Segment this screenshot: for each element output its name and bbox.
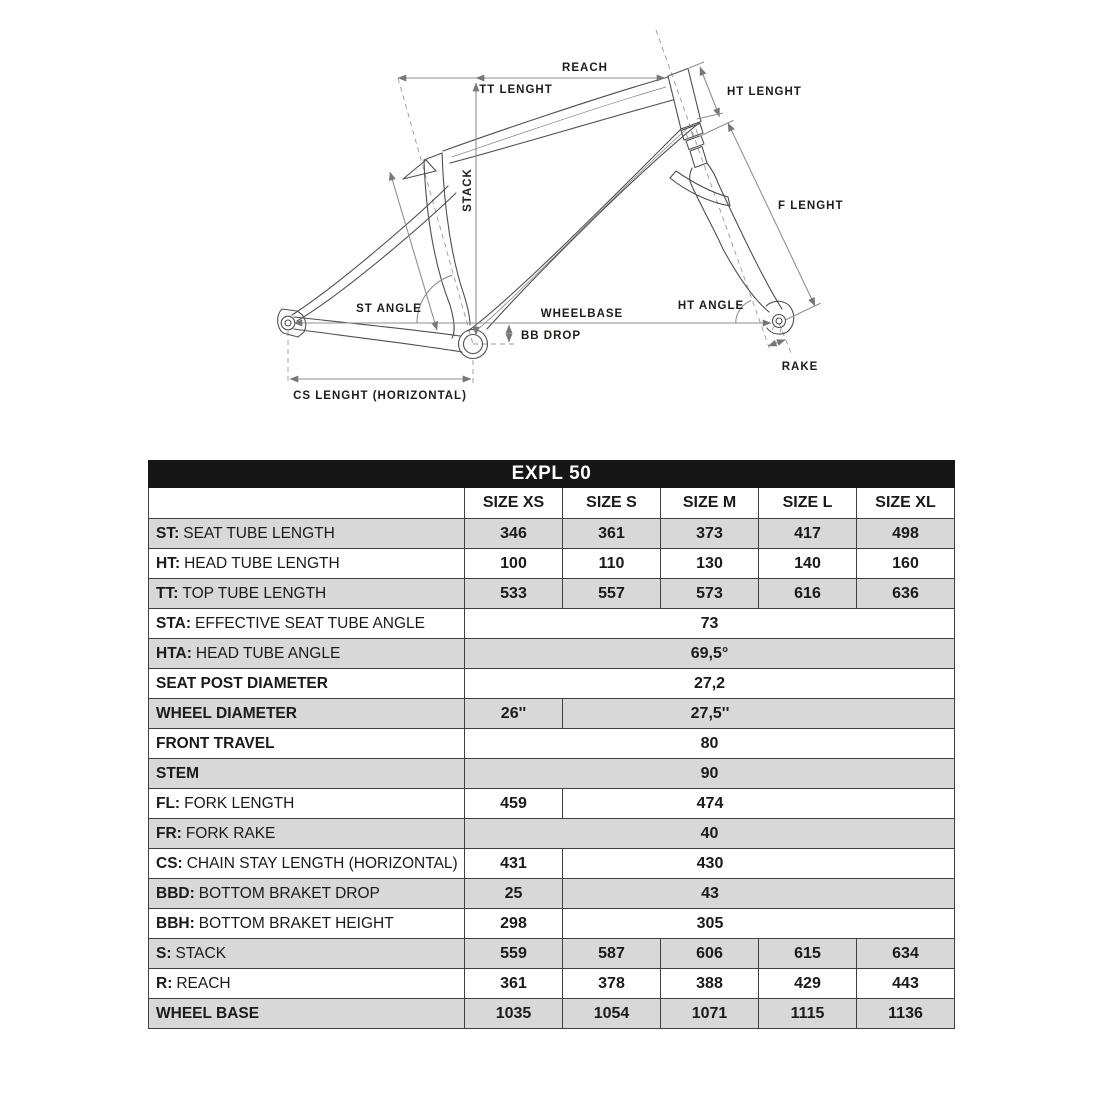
frame-outline	[278, 69, 794, 359]
table-row-bbh	[149, 909, 955, 939]
row-label: TOP TUBE LENGTH	[182, 584, 327, 602]
value-cell: 373	[661, 519, 759, 549]
value-cell: 100	[465, 549, 563, 579]
row-label: FRONT TRAVEL	[156, 734, 275, 752]
value-cell: 346	[465, 519, 563, 549]
value-cell: 140	[759, 549, 857, 579]
row-label: CHAIN STAY LENGTH (HORIZONTAL)	[186, 854, 458, 872]
row-prefix: R:	[156, 974, 173, 992]
table-row-stem	[149, 759, 955, 789]
value-cell: 417	[759, 519, 857, 549]
merged-value-cell: 73	[465, 609, 955, 639]
row-label: FORK RAKE	[185, 824, 276, 842]
table-row-seatpost	[149, 669, 955, 699]
value-cell: 1054	[563, 999, 661, 1029]
row-prefix: ST:	[156, 524, 180, 542]
row-label: STEM	[156, 764, 200, 782]
table-row-cs	[149, 849, 955, 879]
merged-value-cell: 430	[563, 849, 955, 879]
row-prefix: BBD:	[156, 884, 195, 902]
merged-value-cell: 27,2	[465, 669, 955, 699]
label-rake: RAKE	[781, 361, 819, 373]
row-prefix: STA:	[156, 614, 192, 632]
table-row-ht	[149, 549, 955, 579]
value-cell: 1115	[759, 999, 857, 1029]
table-row-fr	[149, 819, 955, 849]
row-prefix: TT:	[156, 584, 179, 602]
row-prefix: BBH:	[156, 914, 195, 932]
bike-geometry-diagram	[0, 0, 1100, 450]
row-prefix: FR:	[156, 824, 182, 842]
value-cell: 573	[661, 579, 759, 609]
table-row-bbd	[149, 879, 955, 909]
value-cell: 498	[857, 519, 955, 549]
value-cell: 25	[465, 879, 563, 909]
table-row-sta	[149, 609, 955, 639]
merged-value-cell: 474	[563, 789, 955, 819]
row-label: WHEEL BASE	[156, 1004, 260, 1022]
table-row-reach	[149, 969, 955, 999]
merged-value-cell: 69,5°	[465, 639, 955, 669]
value-cell: 587	[563, 939, 661, 969]
value-cell: 431	[465, 849, 563, 879]
merged-value-cell: 305	[563, 909, 955, 939]
label-stack: STACK	[462, 168, 474, 212]
value-cell: 533	[465, 579, 563, 609]
row-label: SEAT TUBE LENGTH	[183, 524, 335, 542]
size-xs-header: SIZE XS	[465, 488, 563, 519]
value-cell: 443	[857, 969, 955, 999]
geometry-table	[148, 460, 954, 1029]
table-row-tt	[149, 579, 955, 609]
value-cell: 1071	[661, 999, 759, 1029]
size-header-row	[149, 488, 955, 519]
value-cell: 615	[759, 939, 857, 969]
value-cell: 557	[563, 579, 661, 609]
value-cell: 634	[857, 939, 955, 969]
label-column-header	[149, 488, 465, 519]
label-wheelbase: WHEELBASE	[540, 308, 624, 320]
table-row-wheelbase	[149, 999, 955, 1029]
row-prefix: FL:	[156, 794, 181, 812]
value-cell: 361	[563, 519, 661, 549]
size-s-header: SIZE S	[563, 488, 661, 519]
row-label: REACH	[176, 974, 231, 992]
merged-value-cell: 90	[465, 759, 955, 789]
value-cell: 606	[661, 939, 759, 969]
size-l-header: SIZE L	[759, 488, 857, 519]
value-cell: 559	[465, 939, 563, 969]
table-row-hta	[149, 639, 955, 669]
label-f-length: F LENGHT	[778, 200, 844, 212]
value-cell: 378	[563, 969, 661, 999]
value-cell: 361	[465, 969, 563, 999]
value-cell: 429	[759, 969, 857, 999]
merged-value-cell: 40	[465, 819, 955, 849]
value-cell: 1035	[465, 999, 563, 1029]
row-label: HEAD TUBE LENGTH	[184, 554, 340, 572]
label-st-angle: ST ANGLE	[356, 303, 422, 315]
table-row-st	[149, 519, 955, 549]
row-label: SEAT POST DIAMETER	[156, 674, 328, 692]
row-label: EFFECTIVE SEAT TUBE ANGLE	[195, 614, 425, 632]
value-cell: 160	[857, 549, 955, 579]
table-row-stack	[149, 939, 955, 969]
label-reach: REACH	[562, 62, 608, 74]
value-cell: 388	[661, 969, 759, 999]
merged-value-cell: 27,5''	[563, 699, 955, 729]
value-cell: 1136	[857, 999, 955, 1029]
row-label: HEAD TUBE ANGLE	[195, 644, 341, 662]
merged-value-cell: 43	[563, 879, 955, 909]
table-title: EXPL 50	[149, 461, 955, 488]
row-prefix: S:	[156, 944, 172, 962]
value-cell: 110	[563, 549, 661, 579]
row-label: BOTTOM BRAKET HEIGHT	[198, 914, 394, 932]
table-row-fl	[149, 789, 955, 819]
value-cell: 26''	[465, 699, 563, 729]
label-ht-angle: HT ANGLE	[677, 300, 745, 312]
value-cell: 298	[465, 909, 563, 939]
table-row-front-travel	[149, 729, 955, 759]
label-tt-length: TT LENGHT	[479, 84, 553, 96]
row-label: FORK LENGTH	[184, 794, 295, 812]
value-cell: 616	[759, 579, 857, 609]
label-cs-length: CS LENGHT (HORIZONTAL)	[293, 390, 467, 402]
merged-value-cell: 80	[465, 729, 955, 759]
size-xl-header: SIZE XL	[857, 488, 955, 519]
table-title-row	[149, 461, 955, 488]
value-cell: 636	[857, 579, 955, 609]
row-label: WHEEL DIAMETER	[156, 704, 297, 722]
label-ht-length: HT LENGHT	[727, 86, 802, 98]
row-prefix: HT:	[156, 554, 181, 572]
row-label: BOTTOM BRAKET DROP	[198, 884, 380, 902]
row-prefix: HTA:	[156, 644, 192, 662]
value-cell: 459	[465, 789, 563, 819]
value-cell: 130	[661, 549, 759, 579]
row-prefix: CS:	[156, 854, 183, 872]
row-label: STACK	[175, 944, 227, 962]
table-row-wheel-diameter	[149, 699, 955, 729]
size-m-header: SIZE M	[661, 488, 759, 519]
label-bb-drop: BB DROP	[521, 330, 582, 342]
